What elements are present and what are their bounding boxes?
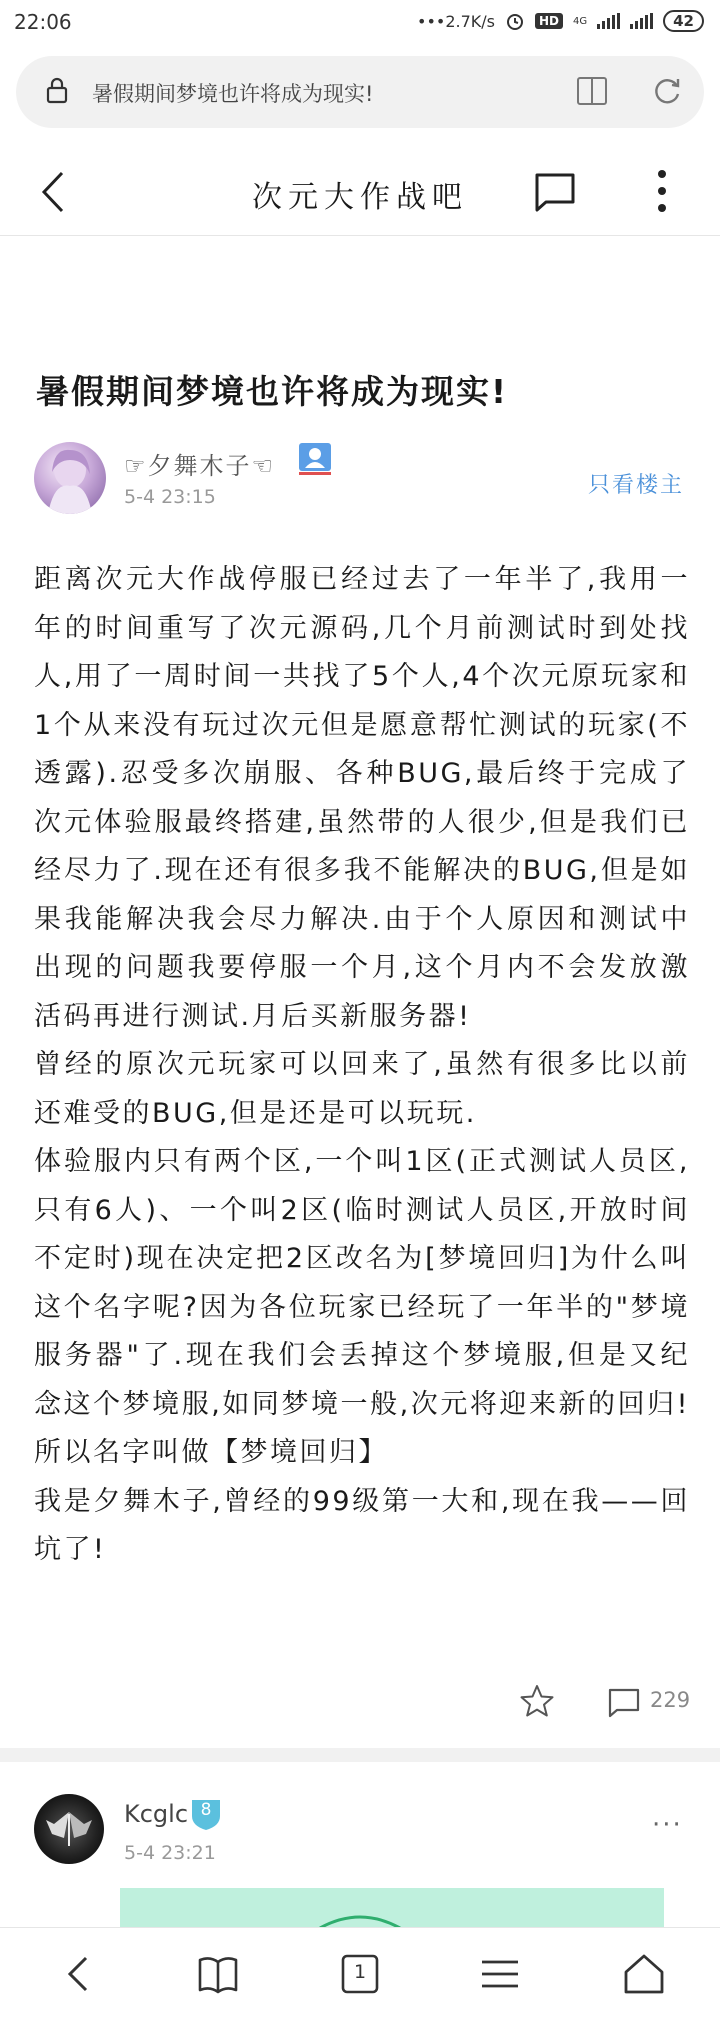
signal-icon (597, 13, 620, 29)
signal-icon-2 (630, 13, 653, 29)
author-name[interactable]: ☞夕舞木子☜ (124, 452, 276, 480)
only-op-button[interactable]: 只看楼主 (587, 473, 684, 498)
chat-icon[interactable] (534, 172, 576, 212)
section-divider (0, 1748, 720, 1762)
bookmarks-icon[interactable] (196, 1952, 240, 1996)
network-type: 4G (573, 15, 588, 27)
post-paragraph: 距离次元大作战停服已经过去了一年半了,我用一年的时间重写了次元源码,几个月前测试时到处找人,用了一周时间一共找了5个人,4个次元原玩家和1个从来没有玩过次元但是愿意帮忙测试的玩家(不透露).忍受多次崩服、各种BUG,最后终于完成了次元体验服最终搭建,虽然带的人很少,但是我们已经尽力了.现在还有很多我不能解决的BUG,但是如果我能解决我会尽力解决.由于个人原因和测试中出现的问题我要停服一个月,这个月内不会发放激活码再进行测试.月后买新服务器! (34, 564, 690, 1032)
post-paragraph: 我是夕舞木子,曾经的99级第一大和,现在我——回坑了! (34, 1485, 690, 1565)
image-preview (120, 1888, 664, 1928)
network-speed: •••2.7K/s (417, 11, 495, 31)
comment-image[interactable] (120, 1888, 664, 1928)
status-bar (0, 0, 720, 46)
post-paragraph: 曾经的原次元玩家可以回来了,虽然有很多比以前还难受的BUG,但是还是可以玩玩. (34, 1049, 690, 1129)
tabs-button[interactable] (338, 1952, 382, 1996)
refresh-icon[interactable] (650, 74, 684, 108)
more-vertical-icon[interactable] (656, 168, 668, 214)
address-bar[interactable] (16, 56, 704, 128)
status-time: 22:06 (14, 10, 72, 34)
level-number: 8 (200, 1800, 212, 1820)
alarm-icon (505, 11, 525, 31)
tabs-count: 1 (353, 1961, 367, 1983)
hd-badge: HD (535, 13, 563, 29)
back-icon[interactable] (58, 1952, 102, 1996)
comment-more-button[interactable]: ··· (652, 1810, 683, 1840)
reader-mode-icon[interactable] (576, 76, 608, 106)
post-body (34, 556, 690, 1575)
star-icon[interactable] (520, 1684, 554, 1718)
author-avatar[interactable] (34, 442, 106, 514)
reply-icon[interactable] (608, 1688, 640, 1718)
lock-icon (46, 76, 68, 104)
menu-icon[interactable] (478, 1952, 522, 1996)
avatar-illustration (34, 442, 106, 514)
forum-title[interactable]: 次元大作战吧 (252, 180, 468, 215)
post-time: 5-4 23:15 (124, 486, 216, 508)
commenter-name[interactable]: Kcglc (124, 1800, 189, 1828)
wings-emblem-icon (34, 1794, 104, 1864)
reply-count[interactable]: 229 (650, 1688, 691, 1712)
status-indicators (417, 10, 704, 32)
commenter-avatar[interactable] (34, 1794, 104, 1864)
post-title: 暑假期间梦境也许将成为现实! (36, 372, 509, 411)
address-bar-title[interactable]: 暑假期间梦境也许将成为现实! (92, 82, 374, 106)
battery-indicator: 42 (663, 10, 704, 32)
home-icon[interactable] (622, 1952, 666, 1996)
post-paragraph: 体验服内只有两个区,一个叫1区(正式测试人员区,只有6人)、一个叫2区(临时测试人员区,开放时间不定时)现在决定把2区改名为[梦境回归]为什么叫这个名字呢?因为各位玩家已经玩了一年半的"梦境服务器"了.现在我们会丢掉这个梦境服,但是又纪念这个梦境服,如同梦境一般,次元将迎来新的回归!所以名字叫做【梦境回归】 (34, 1146, 690, 1468)
forum-nav-bar (0, 148, 720, 236)
browser-bottom-bar (0, 1927, 720, 2021)
comment-time: 5-4 23:21 (124, 1842, 216, 1864)
user-badge-icon (298, 442, 332, 476)
